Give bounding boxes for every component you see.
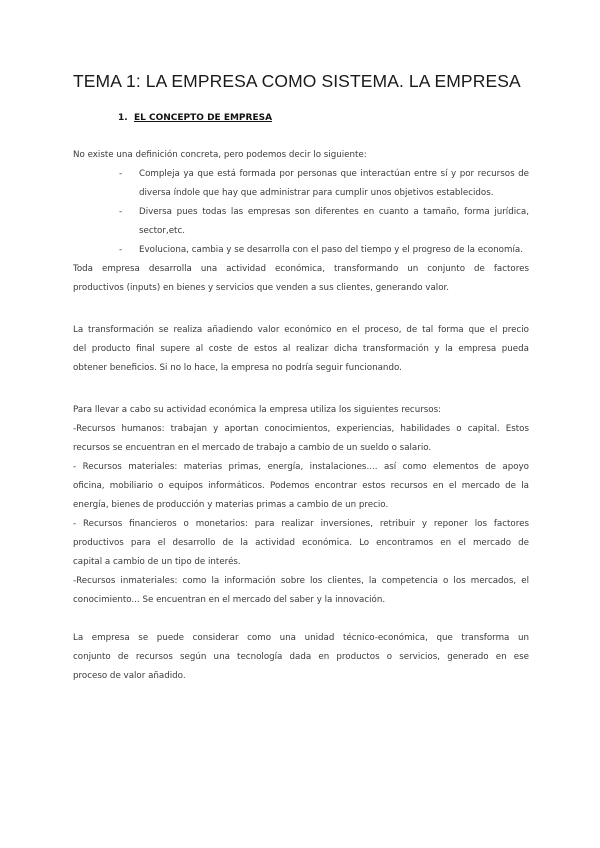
paragraph-3: Para llevar a cabo su actividad económica la empresa utiliza los siguientes recursos: -Recursos humanos: trabajan y aportan conocimientos, experiencias, habilidades o capital. Estos recursos se encuentran en el mercado de trabajo a cambio de un sueldo o salario. - Recursos materiales: materias primas, energía, instalaciones.... así como elementos de apoyo oficina, mobiliario o equipos informáticos. Podemos encontrar estos recursos en el mercado de la energía, bienes de producción y materias primas a cambio de un precio. - Recursos financieros o monetarios: para realizar inversiones, retribuir y reponer los factores productivos para el desarrollo de la actividad económica. Lo encontramos en el mercado de capital a cambio de un tipo de interés. -Recursos inmateriales: como la información sobre los clientes, la competencia o los mercados, el conocimiento... Se encuentran en el mercado del saber y la innovación. [73, 405, 529, 605]
section-heading [118, 113, 272, 123]
paragraph-4: La empresa se puede considerar como una unidad técnico-económica, que transforma un conjunto de recursos según una tecnología dada en productos o servicios, generado en ese proceso de valor añadido. [73, 633, 529, 681]
section-label: EL CONCEPTO DE EMPRESA [134, 113, 273, 123]
paragraph-2: La transformación se realiza añadiendo valor económico en el proceso, de tal forma que el precio del producto final supere al coste de estos al realizar dicha transformación y la empresa pueda obtener beneficios. Si no lo hace, la empresa no podría seguir funcionando. [73, 325, 529, 373]
bullet-list [73, 165, 529, 260]
list-item: - Evoluciona, cambia y se desarrolla con el paso del tiempo y el progreso de la economía. [73, 241, 529, 260]
list-item: - Compleja ya que está formada por personas que interactúan entre sí y por recursos de diversa índole que hay que administrar para cumplir unos objetivos establecidos. [73, 165, 529, 203]
bullet-dash: - [119, 169, 123, 179]
bullet-dash: - [119, 207, 123, 217]
list-item: - Diversa pues todas las empresas son diferentes en cuanto a tamaño, forma jurídica, sector,etc. [73, 203, 529, 241]
intro-text: No existe una definición concreta, pero podemos decir lo siguiente: [73, 150, 367, 160]
bullet-dash: - [119, 245, 123, 255]
page-title: TEMA 1: LA EMPRESA COMO SISTEMA. LA EMPRESA [73, 71, 521, 91]
document-body [73, 146, 529, 686]
paragraph-1: Toda empresa desarrolla una actividad económica, transformando un conjunto de factores productivos (inputs) en bienes y servicios que venden a sus clientes, generando valor. [73, 264, 529, 293]
section-number: 1. [118, 113, 128, 123]
